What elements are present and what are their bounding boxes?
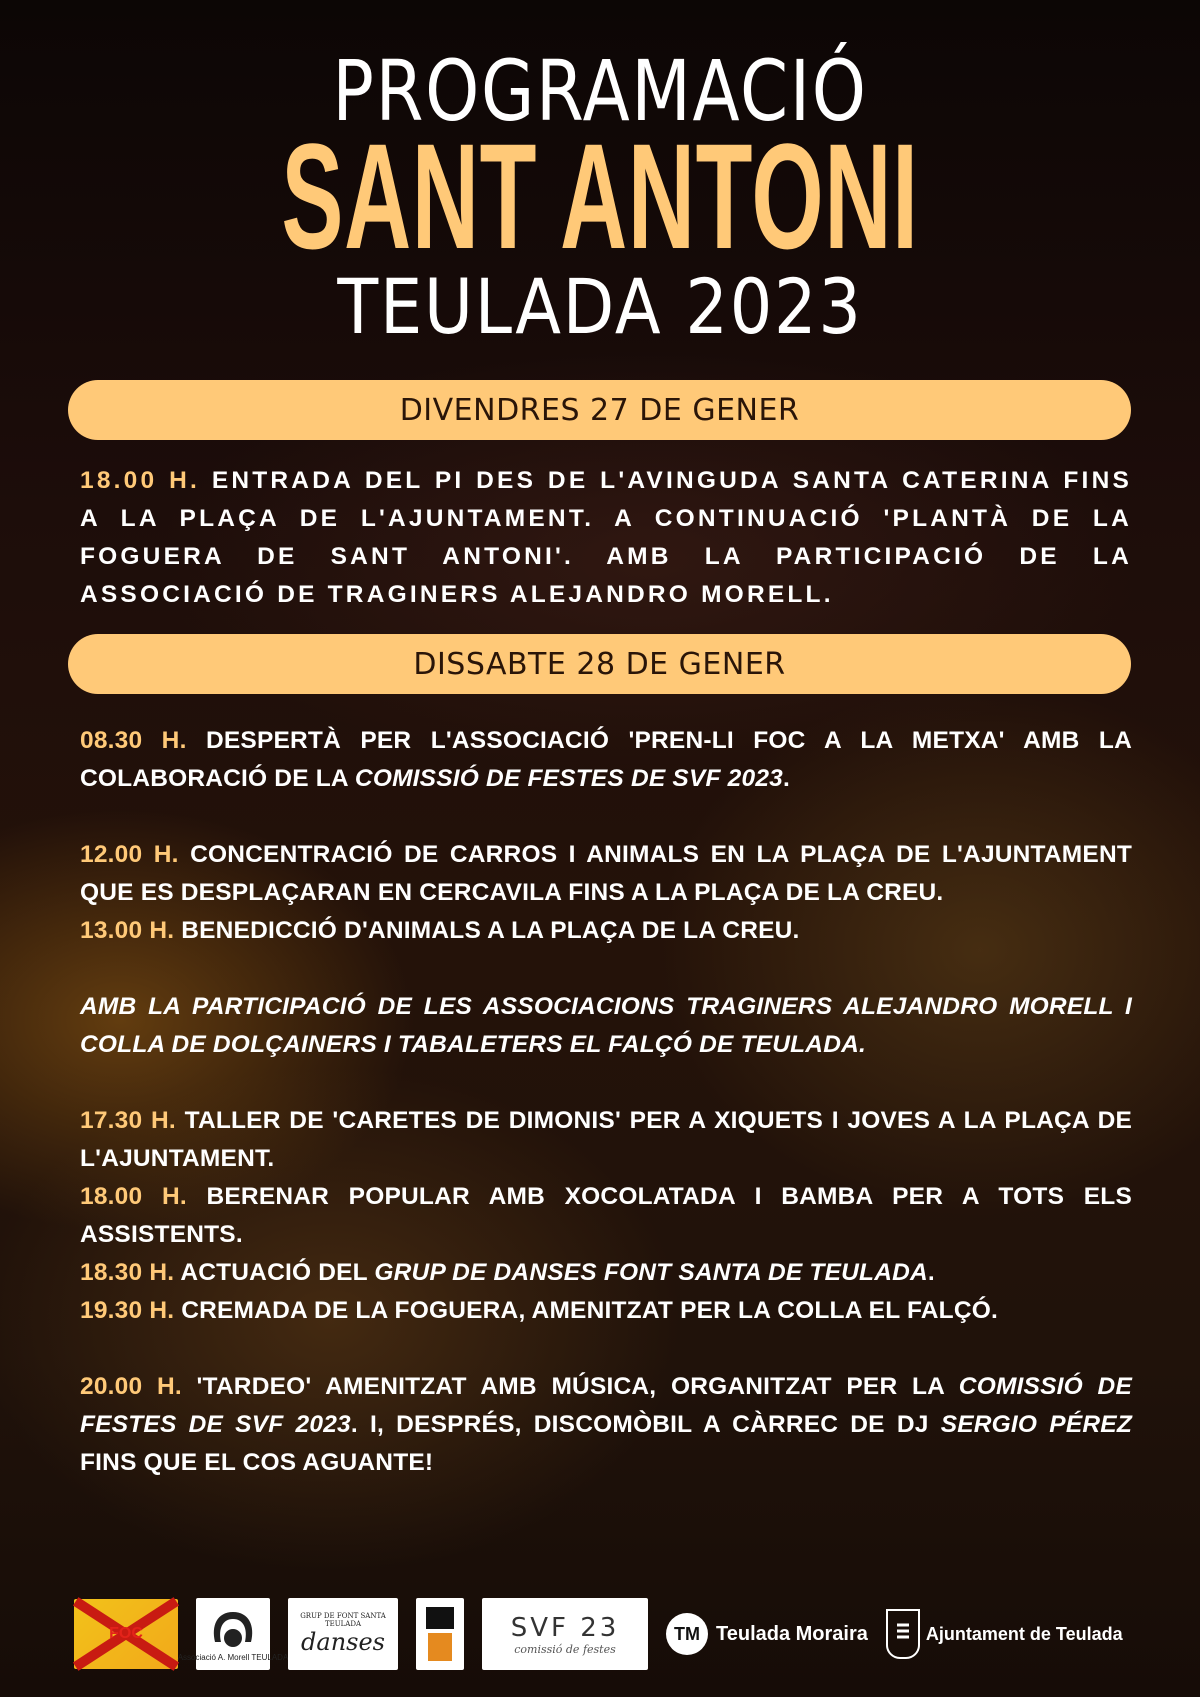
event-item (80, 912, 1132, 950)
teulada-moraira-logo (666, 1613, 868, 1655)
danses-logo-small: GRUP DE FONT SANTA TEULADA (300, 1612, 386, 1628)
event-text-italic: COMISSIÓ DE FESTES DE SVF 2023 (354, 765, 783, 792)
svf-logo (482, 1598, 648, 1670)
event-time: 18.30 H. (80, 1259, 175, 1286)
event-text: DESPERTÀ PER L'ASSOCIACIÓ 'PREN-LI FOC A LA METXA' AMB LA COLABORACIÓ DE LA (80, 727, 1132, 792)
event-item (80, 1368, 1132, 1482)
horse-icon (177, 1604, 289, 1664)
event-text-italic: GRUP DE DANSES FONT SANTA DE TEULADA (374, 1259, 928, 1286)
dolcaina-icon (420, 1601, 460, 1667)
event-item (80, 1254, 1132, 1292)
event-time: 18.00 H. (80, 1183, 187, 1210)
event-time: 12.00 H. (80, 841, 179, 868)
event-item (80, 462, 1132, 614)
horseshoe-logo (177, 1598, 289, 1670)
event-item (80, 1102, 1132, 1178)
danses-logo-big: danses (301, 1628, 385, 1656)
event-text: 'TARDEO' AMENITZAT AMB MÚSICA, ORGANITZAT PER LA (196, 1373, 959, 1400)
ajuntament-label: Ajuntament de Teulada (925, 1623, 1123, 1644)
event-text: ACTUACIÓ DEL (180, 1259, 375, 1286)
event-time: 08.30 H. (80, 727, 187, 754)
tm-badge-icon: TM (666, 1613, 708, 1655)
event-item (80, 722, 1132, 798)
event-time: 19.30 H. (80, 1297, 175, 1324)
event-text: TALLER DE 'CARETES DE DIMONIS' PER A XIQUETS I JOVES A LA PLAÇA DE L'AJUNTAMENT. (80, 1107, 1133, 1172)
event-text-end: . (927, 1259, 935, 1286)
event-text: CREMADA DE LA FOGUERA, AMENITZAT PER LA COLLA EL FALÇÓ. (181, 1297, 998, 1324)
danses-logo (288, 1598, 398, 1670)
event-time: 17.30 H. (80, 1107, 176, 1134)
shield-icon (886, 1609, 920, 1659)
event-text-italic: COMISSIÓ DE FESTES DE SVF 2023 (80, 1373, 1132, 1438)
ajuntament-logo (886, 1609, 1123, 1659)
event-time: 20.00 H. (80, 1373, 182, 1400)
saturday-program (80, 722, 1132, 1482)
title-sant-antoni: SANT ANTONI (281, 112, 919, 280)
event-item (80, 836, 1132, 912)
event-item (80, 1292, 1132, 1330)
event-text: BERENAR POPULAR AMB XOCOLATADA I BAMBA PER A TOTS ELS ASSISTENTS. (80, 1183, 1133, 1248)
day-header-friday: DIVENDRES 27 DE GENER (68, 380, 1131, 440)
horse-logo-text: Associació A. Morell TEULADA (177, 1653, 289, 1662)
event-text-end: FINS QUE EL COS AGUANTE! (80, 1449, 434, 1476)
svf-logo-big: SVF 23 (510, 1612, 620, 1643)
title-programacio: PROGRAMACIÓ (332, 42, 868, 140)
tm-logo-label: Teulada Moraira (716, 1622, 868, 1645)
event-text-italic: SERGIO PÉREZ (940, 1411, 1132, 1438)
event-item (80, 1178, 1132, 1254)
sponsor-logos (74, 1597, 1134, 1671)
event-text-end: . (783, 765, 791, 792)
event-text: BENEDICCIÓ D'ANIMALS A LA PLAÇA DE LA CREU. (181, 917, 800, 944)
event-text: . I, DESPRÉS, DISCOMÒBIL A CÀRREC DE DJ (350, 1411, 941, 1438)
title-teulada-2023: TEULADA 2023 (337, 262, 863, 351)
day-header-saturday: DISSABTE 28 DE GENER (68, 634, 1131, 694)
foc-logo (74, 1599, 178, 1669)
event-time: 18.00 H. (80, 467, 201, 494)
event-time: 13.00 H. (80, 917, 175, 944)
event-text: ENTRADA DEL PI DES DE L'AVINGUDA SANTA CATERINA FINS A LA PLAÇA DE L'AJUNTAMENT. A CONTINUACIÓ 'PLANTÀ DE LA FOGUERA DE SANT ANTONI'. AMB LA PARTICIPACIÓ DE LA ASSOCIACIÓ DE TRAGINERS ALEJANDRO MORELL. (80, 467, 1132, 608)
friday-program (80, 462, 1132, 614)
event-text: CONCENTRACIÓ DE CARROS I ANIMALS EN LA PLAÇA DE L'AJUNTAMENT QUE ES DESPLAÇARAN EN CERCAVILA FINS A LA PLAÇA DE LA CREU. (80, 841, 1133, 906)
svf-logo-small: comissió de festes (514, 1642, 616, 1656)
foc-logo-text: FOC (109, 1625, 143, 1642)
dolcainers-logo (416, 1598, 464, 1670)
participation-note: AMB LA PARTICIPACIÓ DE LES ASSOCIACIONS TRAGINERS ALEJANDRO MORELL I COLLA DE DOLÇAINERS I TABALETERS EL FALÇÓ DE TEULADA. (80, 993, 1132, 1058)
